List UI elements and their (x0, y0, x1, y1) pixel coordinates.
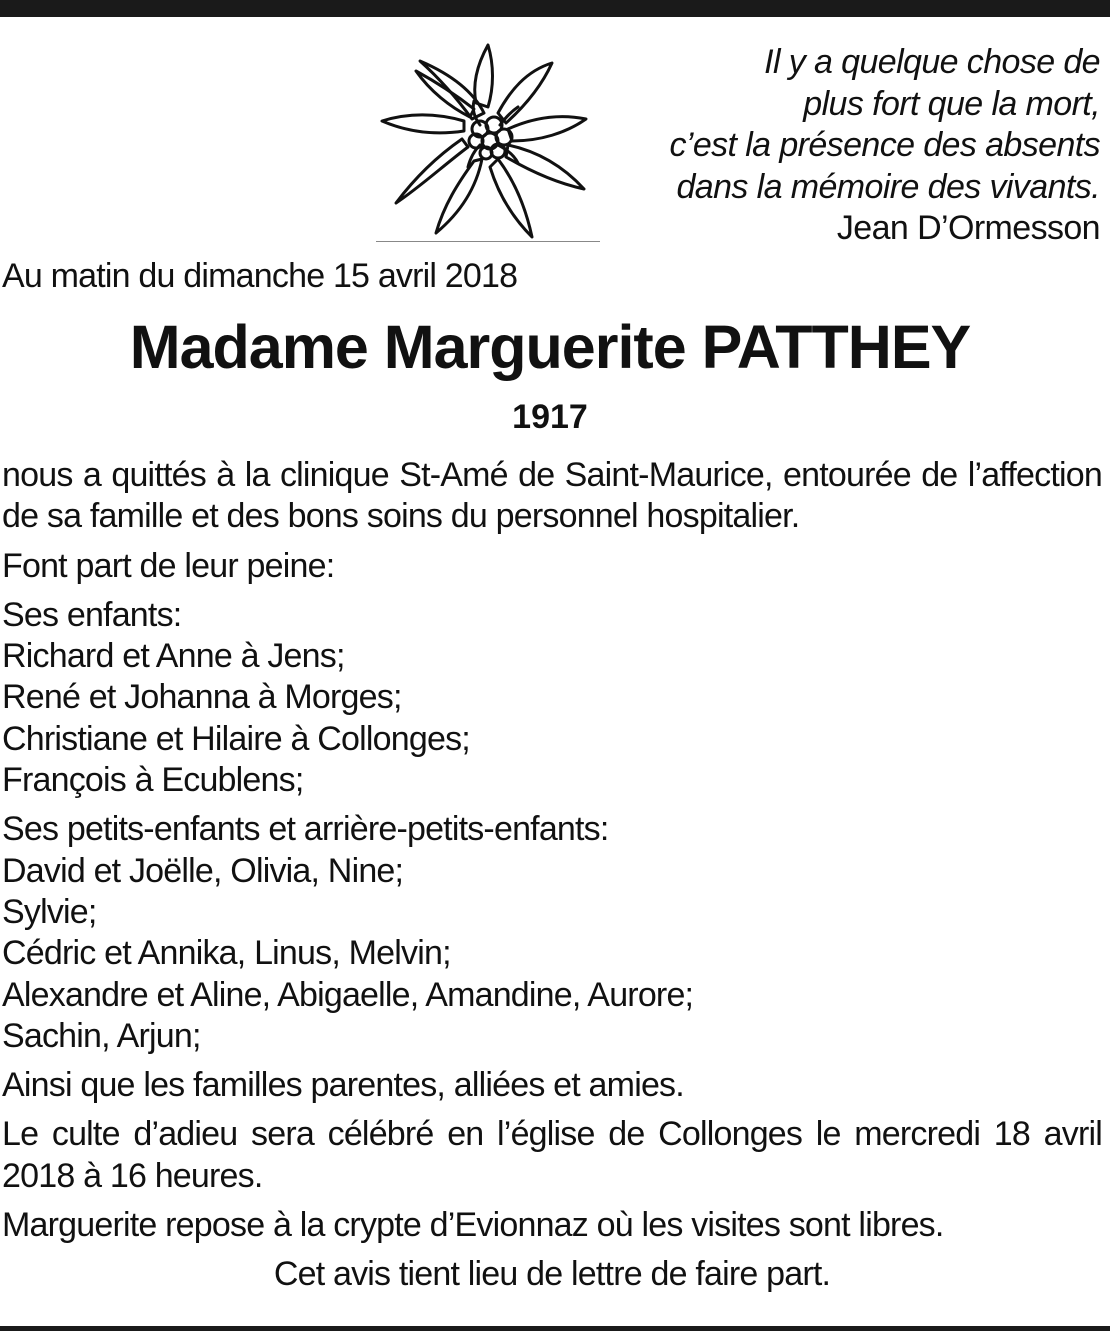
children-list (2, 595, 1102, 801)
service-line: Le culte d’adieu sera célébré en l’église de Collonges le mercredi 18 avril (2, 1115, 1102, 1154)
top-border-rule (0, 0, 1110, 17)
death-date-intro: Au matin du dimanche 15 avril 2018 (2, 257, 518, 295)
grandchildren-heading: Ses petits-enfants et arrière-petits-enfants: (2, 810, 609, 849)
emblem-baseline (376, 241, 600, 242)
quote-line: plus fort que la mort, (803, 84, 1100, 123)
grief-announcement (2, 546, 1102, 587)
list-item: Sylvie; (2, 892, 97, 931)
passing-paragraph (2, 455, 1102, 538)
edelweiss-flower-icon (376, 33, 600, 245)
list-item: Richard et Anne à Jens; (2, 637, 345, 676)
visitation-line: Marguerite repose à la crypte d’Evionnaz où les visites sont libres. (2, 1206, 944, 1245)
service-line: 2018 à 16 heures. (2, 1156, 263, 1195)
list-item: François à Ecublens; (2, 761, 304, 800)
bottom-border-rule (0, 1326, 1110, 1331)
quote-line: c’est la présence des absents (669, 126, 1100, 164)
families-paragraph (2, 1065, 1102, 1106)
list-item: René et Johanna à Morges; (2, 678, 402, 717)
deceased-name: Madame Marguerite PATTHEY (129, 313, 971, 381)
passing-line: nous a quittés à la clinique St-Amé de Saint-Maurice, entourée de l’affection (2, 456, 1102, 494)
visitation-paragraph (2, 1205, 1102, 1246)
list-item: Cédric et Annika, Linus, Melvin; (2, 934, 451, 973)
list-item: Christiane et Hilaire à Collonges; (2, 719, 470, 758)
announcement-body (2, 455, 1102, 1304)
list-item: David et Joëlle, Olivia, Nine; (2, 851, 404, 890)
grief-line: Font part de leur peine: (2, 546, 335, 585)
families-line: Ainsi que les familles parentes, alliées et amies. (2, 1066, 684, 1105)
passing-line: de sa famille et des bons soins du personnel hospitalier. (2, 497, 800, 536)
closing-line: Cet avis tient lieu de lettre de faire part. (273, 1255, 831, 1294)
children-heading: Ses enfants: (2, 595, 182, 634)
birth-year: 1917 (512, 398, 588, 436)
grandchildren-list (2, 809, 1102, 1057)
closing-note (2, 1254, 1102, 1295)
quote-line: Il y a quelque chose de (764, 43, 1100, 81)
quote-author: Jean D’Ormesson (836, 209, 1100, 247)
service-paragraph (2, 1114, 1102, 1197)
list-item: Sachin, Arjun; (2, 1016, 201, 1055)
epigraph-quote (630, 42, 1100, 250)
quote-line: dans la mémoire des vivants. (676, 167, 1100, 206)
list-item: Alexandre et Aline, Abigaelle, Amandine, Aurore; (2, 975, 694, 1014)
